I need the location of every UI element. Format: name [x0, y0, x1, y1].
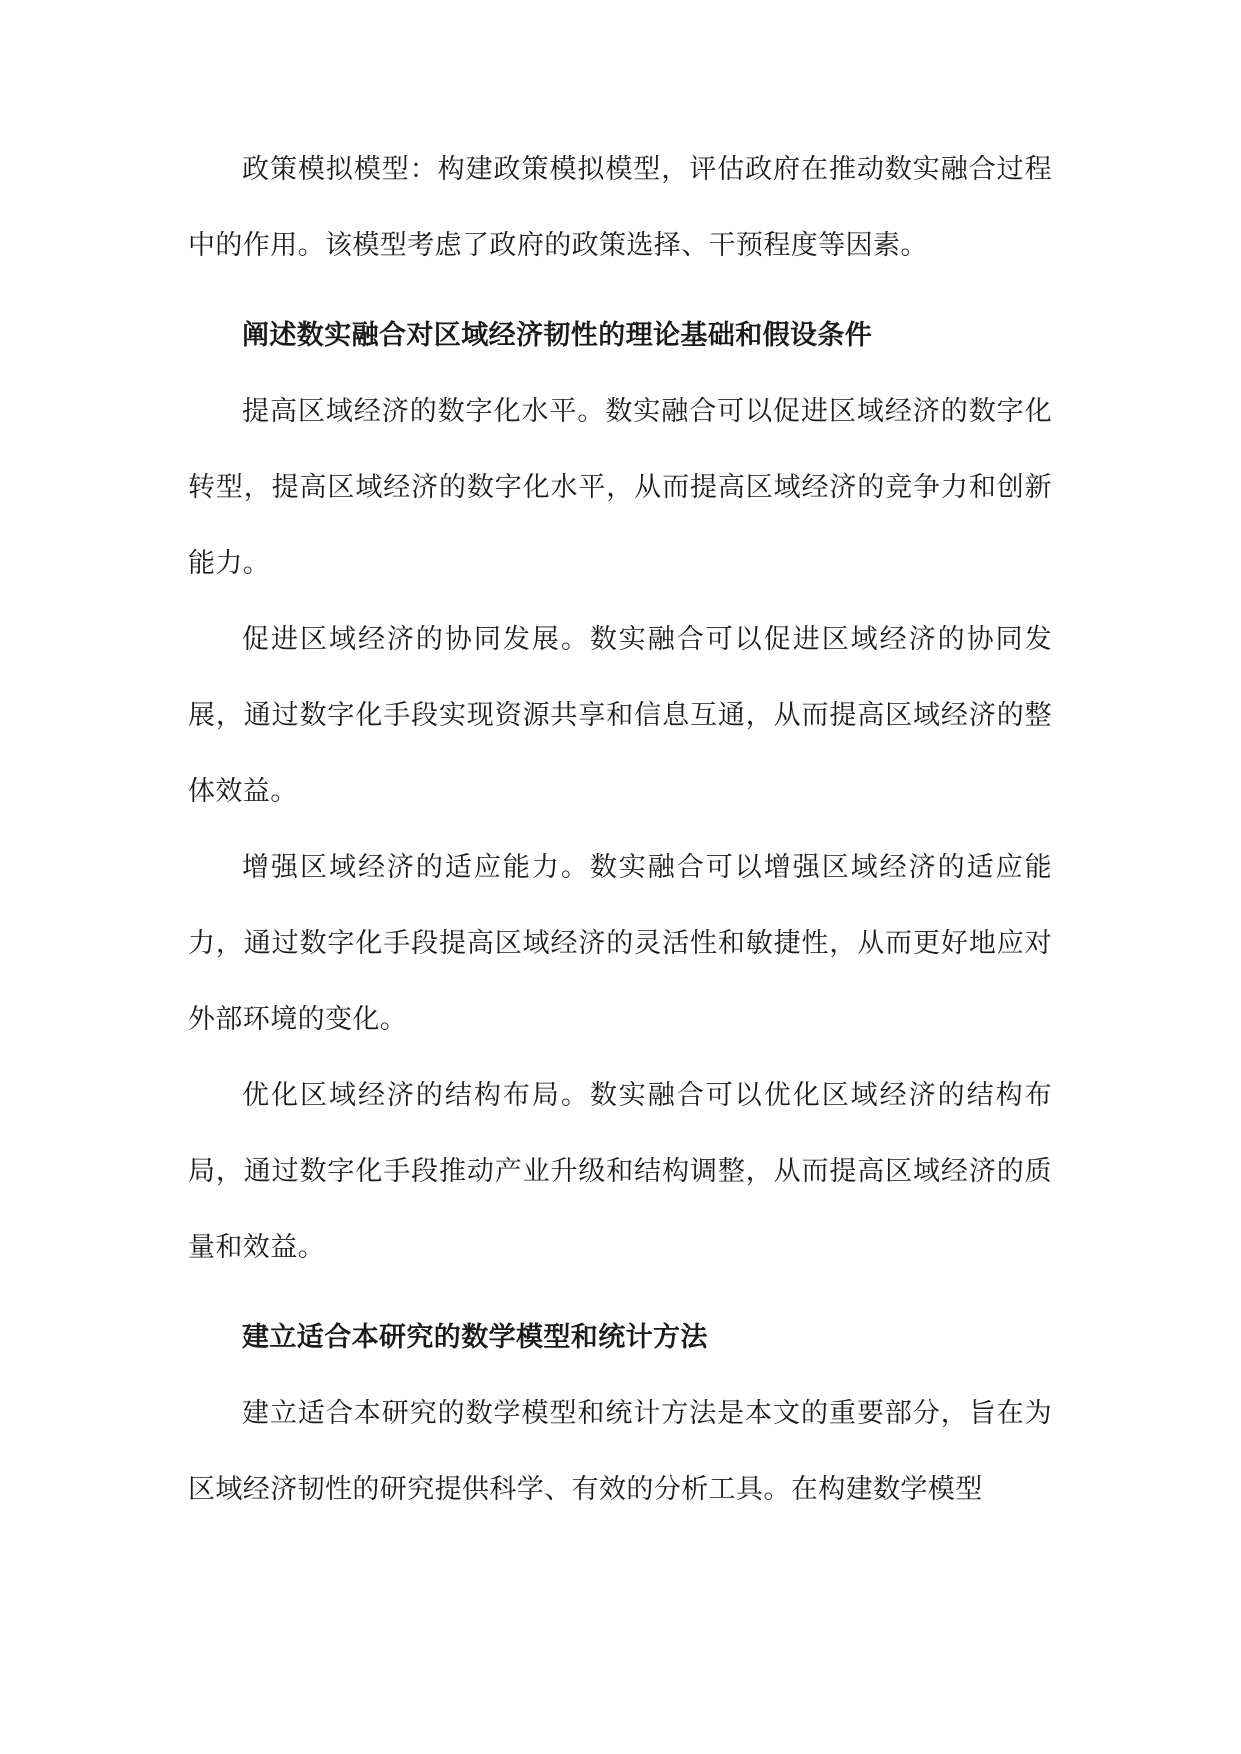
document-page	[188, 132, 1052, 1528]
paragraph-policy-simulation: 政策模拟模型：构建政策模拟模型，评估政府在推动数实融合过程中的作用。该模型考虑了政府的政策选择、干预程度等因素。	[188, 154, 1052, 261]
paragraph-adaptability: 增强区域经济的适应能力。数实融合可以增强区域经济的适应能力，通过数字化手段提高区域经济的灵活性和敏捷性，从而更好地应对外部环境的变化。	[188, 852, 1052, 1035]
paragraph-models-intro: 建立适合本研究的数学模型和统计方法是本文的重要部分，旨在为区域经济韧性的研究提供科学、有效的分析工具。在构建数学模型	[188, 1398, 1052, 1505]
paragraph-coordinated-development: 促进区域经济的协同发展。数实融合可以促进区域经济的协同发展，通过数字化手段实现资源共享和信息互通，从而提高区域经济的整体效益。	[188, 624, 1052, 807]
paragraph-digitalization-level: 提高区域经济的数字化水平。数实融合可以促进区域经济的数字化转型，提高区域经济的数字化水平，从而提高区域经济的竞争力和创新能力。	[188, 396, 1052, 579]
paragraph-structure-layout: 优化区域经济的结构布局。数实融合可以优化区域经济的结构布局，通过数字化手段推动产业升级和结构调整，从而提高区域经济的质量和效益。	[188, 1080, 1052, 1263]
section-heading-theory: 阐述数实融合对区域经济韧性的理论基础和假设条件	[242, 320, 873, 351]
section-heading-models: 建立适合本研究的数学模型和统计方法	[242, 1322, 708, 1353]
